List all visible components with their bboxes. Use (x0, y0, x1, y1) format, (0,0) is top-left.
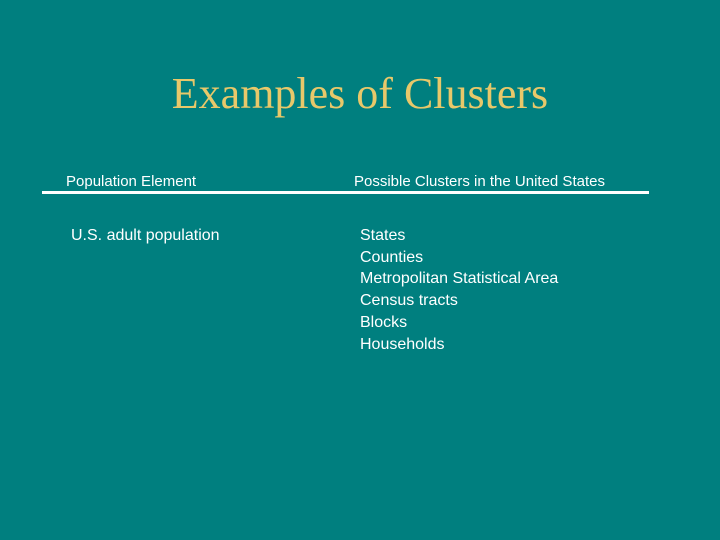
slide-title: Examples of Clusters (171, 69, 549, 118)
cluster-item: Metropolitan Statistical Area (360, 270, 559, 288)
cluster-item: States (360, 227, 406, 244)
cluster-item: Census tracts (360, 292, 458, 310)
population-element-text: U.S. adult population (71, 227, 220, 244)
column-header-population-element: Population Element (66, 173, 197, 190)
header-divider (42, 191, 649, 194)
table-cell-cluster-list (360, 225, 558, 355)
cluster-item: Blocks (360, 313, 408, 331)
cluster-item: Households (360, 335, 445, 353)
table-cell-population-element (71, 225, 220, 247)
cluster-item: Counties (360, 248, 424, 266)
column-header-possible-clusters: Possible Clusters in the United States (354, 173, 605, 190)
